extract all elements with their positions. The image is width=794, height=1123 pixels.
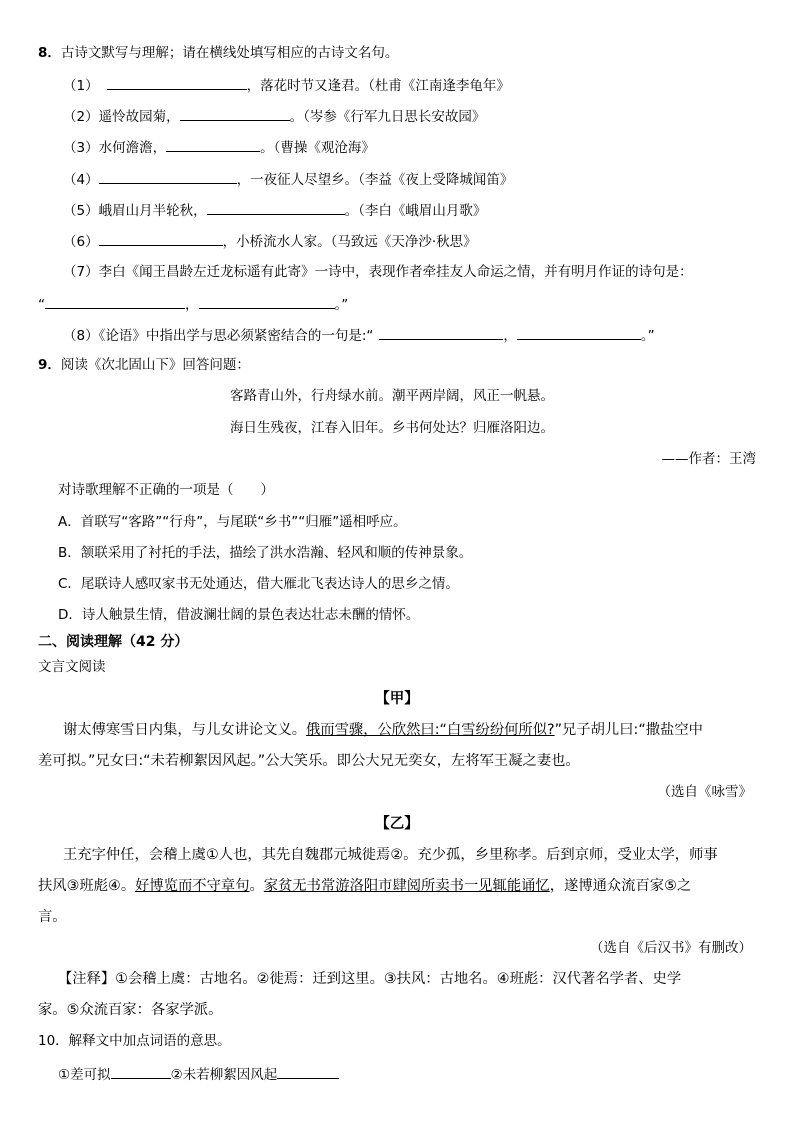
q10-stem: 10．解释文中加点词语的意思。: [38, 1033, 231, 1049]
answer-blank[interactable]: [379, 324, 503, 340]
yi-text: 。: [249, 878, 264, 894]
q8-item-6-pre: （6）: [63, 234, 99, 250]
q8-item-1-pre: （1）: [63, 78, 99, 94]
answer-blank[interactable]: [45, 293, 185, 309]
q8-item-8-close: 。”: [640, 328, 655, 344]
section-2-title: 二、阅读理解（42 分）: [38, 634, 189, 650]
jia-text: ”兄子胡儿曰:“撒盐空中: [554, 722, 703, 738]
annotation-line-1: 【注释】①会稽上虞：古地名。②徙焉：迁到这里。③扶风：古地名。④班彪：汉代著名学者、史学: [58, 971, 682, 987]
annotation-line-2: 家。⑤众流百家：各家学派。: [38, 1002, 223, 1018]
section-2-subtitle: 文言文阅读: [38, 659, 106, 675]
q9-stem-text: 阅读《次北固山下》回答问题：: [60, 357, 250, 373]
q8-item-6: [63, 230, 477, 252]
passage-jia-source: （选自《咏雪》: [657, 784, 752, 800]
q8-stem-text: 古诗文默写与理解；请在横线处填写相应的古诗文名句。: [60, 45, 399, 61]
yi-text: ，遂博通众流百家⑤之: [549, 878, 692, 894]
q8-item-8-comma: ，: [503, 328, 517, 344]
q8-item-1-post: ，落花时节又逢君。（杜甫《江南逢李龟年》: [246, 78, 510, 94]
q8-number: 8．: [38, 45, 61, 61]
poem-line-2: 海日生残夜，江春入旧年。乡书何处达？归雁洛阳边。: [230, 420, 554, 436]
passage-yi-line-3: 言。: [38, 909, 67, 925]
q9-option-c[interactable]: C．尾联诗人感叹家书无处通达，借大雁北飞表达诗人的思乡之情。: [58, 576, 459, 592]
answer-blank[interactable]: [111, 1063, 171, 1079]
q8-item-4-pre: （4）: [63, 172, 99, 188]
q8-item-2: [63, 105, 485, 127]
q10-item-b-label: ②未若柳絮因风起: [170, 1067, 278, 1083]
answer-blank[interactable]: [277, 1063, 339, 1079]
answer-blank[interactable]: [166, 136, 260, 152]
passage-yi-title: 【乙】: [375, 816, 419, 832]
answer-blank[interactable]: [199, 293, 335, 309]
passage-jia-title: 【甲】: [375, 691, 419, 707]
passage-yi-line-1: 王充字仲任，会稽上虞①人也，其先自魏郡元城徙焉②。充少孤，乡里称孝。后到京师，受业太学，师事: [63, 847, 718, 863]
q9-question: 对诗歌理解不正确的一项是（ ）: [58, 482, 274, 498]
q8-item-5-pre: （5）峨眉山月半轮秋，: [63, 203, 207, 219]
q8-item-2-pre: （2）遥怜故园菊，: [63, 109, 180, 125]
passage-jia-line-1: [63, 720, 703, 740]
q10-item-a-label: ①差可拟: [58, 1067, 111, 1083]
poem-line-1: 客路青山外，行舟绿水前。潮平两岸阔，风正一帆悬。: [230, 388, 554, 404]
q10-answers: [58, 1063, 339, 1085]
q8-item-5-post: 。（李白《峨眉山月歌》: [344, 203, 487, 219]
q8-item-3-pre: （3）水何澹澹，: [63, 140, 167, 156]
jia-underlined-text: 俄而雪骤，公欣然曰:“白雪纷纷何所似?: [306, 722, 555, 738]
poem-author: ——作者：王湾: [661, 451, 756, 467]
answer-blank[interactable]: [207, 199, 345, 215]
q8-item-7-close: 。”: [334, 297, 349, 313]
jia-text: 谢太傅寒雪日内集，与儿女讲论文义。: [63, 722, 307, 738]
q8-item-7-line1: （7）李白《闻王昌龄左迁龙标遥有此寄》一诗中，表现作者牵挂友人命运之情，并有明月作证的诗句是：: [63, 264, 693, 280]
q9-number: 9．: [38, 357, 61, 373]
q9-option-b[interactable]: B．颔联采用了衬托的手法，描绘了洪水浩瀚、轻风和顺的传神景象。: [58, 545, 473, 561]
answer-blank[interactable]: [180, 105, 290, 121]
answer-blank[interactable]: [107, 74, 247, 90]
q9-stem: [38, 355, 250, 375]
yi-underlined-text: 好博览而不守章句: [135, 878, 250, 894]
q8-item-5: [63, 199, 486, 221]
q8-item-7-comma: ，: [185, 297, 199, 313]
q8-item-8: [63, 324, 655, 346]
q8-item-3: [63, 136, 375, 158]
q8-item-8-pre: （8）《论语》中指出学与思必须紧密结合的一句是:“: [63, 328, 374, 344]
q9-option-a[interactable]: A．首联写“客路”“行舟”，与尾联“乡书”“归雁”遥相呼应。: [58, 514, 407, 530]
passage-yi-source: （选自《后汉书》有删改）: [590, 940, 752, 956]
q8-item-4-post: ，一夜征人尽望乡。（李益《夜上受降城闻笛》: [236, 172, 514, 188]
passage-jia-line-2: 差可拟。”兄女曰:“未若柳絮因风起。”公大笑乐。即公大兄无奕女，左将军王凝之妻也。: [38, 753, 580, 769]
yi-underlined-text: 家贫无书常游洛阳市肆阅所卖书一见辄能诵忆: [263, 878, 550, 894]
q8-item-7-line2: [38, 293, 348, 315]
answer-blank[interactable]: [517, 324, 641, 340]
passage-yi-line-2: [38, 876, 691, 896]
q8-item-2-post: 。（岑参《行军九日思长安故园》: [289, 109, 486, 125]
answer-blank[interactable]: [99, 230, 223, 246]
q8-item-3-post: 。（曹操《观沧海》: [260, 140, 375, 156]
q8-item-1: [63, 74, 510, 96]
q8-item-7-open: “: [38, 297, 45, 313]
answer-blank[interactable]: [99, 168, 237, 184]
q8-item-6-post: ，小桥流水人家。（马致远《天净沙·秋思》: [222, 234, 477, 250]
q8-stem: [38, 43, 398, 63]
q8-item-4: [63, 168, 513, 190]
yi-text: 扶风③班彪④。: [38, 878, 136, 894]
q9-option-d[interactable]: D．诗人触景生情，借波澜壮阔的景色表达壮志未酬的情怀。: [58, 607, 420, 623]
